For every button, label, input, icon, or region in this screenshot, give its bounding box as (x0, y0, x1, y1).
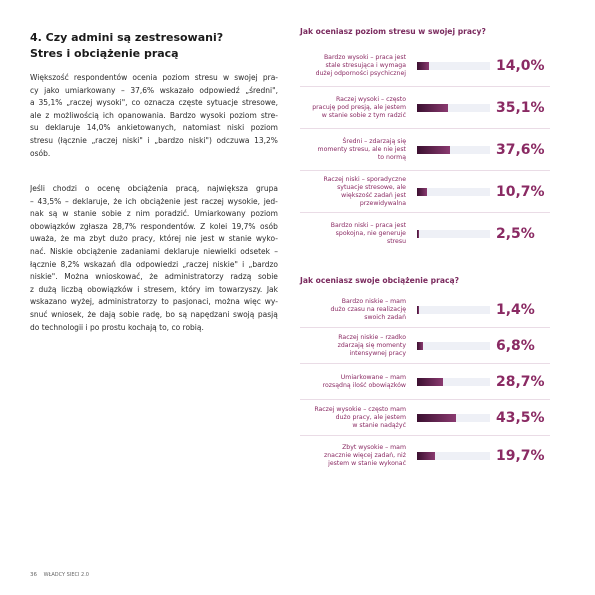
bar-track (417, 414, 490, 422)
bar-track (417, 104, 490, 112)
category-label-line: przewidywalna (359, 199, 406, 207)
category-label-line: sytuacje stresowe, ale (337, 183, 406, 191)
text-line: z dużą liczbą obowiązków i stresem, który im towarzyszy. Jak (30, 284, 278, 294)
paragraph-workload (30, 183, 278, 334)
chart-row (300, 364, 550, 400)
chart-row (300, 436, 550, 476)
text-line: nak są w stanie sobie z nim poradzić. Umiarkowany poziom (30, 209, 278, 219)
text-line: obowiązków zgłasza 28,7% respondentów. Z kolei 19,7% osób (30, 221, 278, 231)
bar (417, 452, 435, 460)
category-label-line: momenty stresu, ale nie jest (317, 145, 406, 153)
chart-row (300, 328, 550, 364)
chart-row (300, 292, 550, 328)
text-line: a 35,1% „raczej wysoki", co oznacza częste sytuacje stresowe, (30, 98, 278, 108)
value-label: 2,5% (496, 226, 535, 242)
bar-track (417, 306, 490, 314)
category-label-line: Raczej wysoki – często (335, 95, 406, 103)
chart-row (300, 87, 550, 129)
text-line: ale z możliwością ich opanowania. Bardzo wysoki poziom stre- (30, 110, 278, 120)
bar (417, 230, 419, 238)
text-line: niskie". Można wnioskować, że administratorzy radzą sobie (30, 272, 278, 282)
text-line: wskazano wyżej, administratorzy to pasjonaci, można więc wy- (30, 297, 278, 307)
bar (417, 342, 423, 350)
category-label-line: Umiarkowane – mam (340, 373, 406, 381)
category-label-line: Raczej niski – sporadyczne (323, 175, 406, 183)
text-line: do technologii i po prostu kochają to, co robią. (30, 322, 204, 332)
text-line: łącznie 8,2% wskazań dla odpowiedzi „raczej niskie" i „bardzo (30, 259, 278, 269)
bar-track (417, 146, 490, 154)
category-label-line: Raczej wysokie – często mam (314, 405, 406, 413)
text-line: – 43,5% – deklaruje, że ich obciążenie jest raczej wysokie, jed- (30, 196, 278, 206)
chart-workload (300, 292, 550, 476)
category-label-line: spokojna, nie generuje (335, 230, 406, 237)
section-heading (30, 30, 280, 61)
value-label: 35,1% (496, 99, 545, 116)
chart-title-stress: Jak oceniasz poziom stresu w swojej pracy? (300, 27, 486, 36)
bar (417, 62, 429, 70)
category-label-line: intensywnej pracy (349, 349, 406, 357)
category-label (296, 96, 406, 120)
page-number: 36 (30, 572, 37, 578)
category-label (296, 176, 406, 208)
value-label: 10,7% (496, 183, 545, 200)
paragraph-stress (30, 72, 278, 160)
category-label-line: stale stresująca i wymaga (325, 61, 406, 69)
bar (417, 378, 443, 386)
category-label (296, 298, 406, 322)
chart-row (300, 400, 550, 436)
bar-track (417, 452, 490, 460)
text-line: uważa, że ma zbyt dużo pracy, której nie jest w stanie wyko- (30, 234, 278, 244)
bar (417, 146, 450, 154)
category-label (296, 138, 406, 162)
text-line: Jeśli chodzi o ocenę obciążenia pracą, największa grupa (30, 184, 278, 193)
text-line: su deklaruje 14,0% ankietowanych, natomiast niski poziom (30, 123, 278, 133)
value-label: 1,4% (496, 301, 535, 318)
category-label-line: Zbyt wysokie – mam (342, 444, 406, 451)
category-label (296, 54, 406, 78)
text-line: Większość respondentów ocenia poziom stresu w swojej pra- (30, 73, 278, 82)
category-label-line: rozsądną ilość obowiązków (322, 381, 406, 389)
bar-track (417, 188, 490, 196)
page-footer (30, 572, 89, 578)
category-label (296, 374, 406, 390)
heading-line-1: 4. Czy admini są zestresowani? (30, 31, 224, 44)
bar-track (417, 378, 490, 386)
category-label-line: w stanie sobie z tym radzić (321, 111, 406, 119)
bar (417, 104, 448, 112)
category-label-line: jestem w stanie wykonać (328, 460, 406, 467)
category-label-line: dużo pracy, ale jestem (335, 413, 406, 421)
chart-row (300, 45, 550, 87)
heading-line-2: Stres i obciążenie pracą (30, 46, 179, 60)
category-label-line: Średni – zdarzają się (342, 137, 406, 145)
category-label-line: większość zadań jest (341, 191, 406, 199)
value-label: 6,8% (496, 337, 535, 354)
value-label: 28,7% (496, 373, 545, 390)
bar (417, 188, 427, 196)
text-line: snuć wniosek, że dają sobie radę, bo są napędzani swoją pasją (30, 309, 278, 319)
value-label: 37,6% (496, 141, 545, 158)
category-label-line: Bardzo niski – praca jest (330, 222, 406, 229)
value-label: 14,0% (496, 57, 545, 74)
category-label-line: znacznie więcej zadań, niż (323, 452, 406, 459)
category-label-line: Bardzo niskie – mam (341, 297, 406, 305)
bar (417, 306, 419, 314)
category-label-line: Raczej niskie – rzadko (338, 333, 406, 341)
value-label: 43,5% (496, 409, 545, 426)
bar-track (417, 230, 490, 238)
category-label-line: zdarzają się momenty (337, 341, 406, 349)
category-label-line: dużej odporności psychicznej (315, 69, 406, 77)
category-label-line: pracuję pod presją, ale jestem (312, 103, 406, 111)
chart-row (300, 213, 550, 255)
category-label-line: to normą (377, 153, 406, 161)
category-label-line: dużo czasu na realizację (330, 305, 406, 313)
chart-stress (300, 45, 550, 255)
text-line: nać. Niskie obciążenie zadaniami deklaruje niewielki odsetek – (30, 246, 278, 256)
chart-row (300, 171, 550, 213)
text-line: osób. (30, 148, 51, 158)
category-label (296, 222, 406, 246)
category-label (296, 406, 406, 430)
text-line: stresu (łącznie „raczej niski" i „bardzo niski") odczuwa 13,2% (30, 135, 278, 145)
category-label (296, 334, 406, 358)
chart-title-workload: Jak oceniasz swoje obciążenie pracą? (300, 276, 459, 285)
text-line: cy jako umiarkowany – 37,6% wskazało odpowiedź „średni", (30, 85, 278, 95)
category-label (296, 444, 406, 468)
category-label-line: stresu (386, 238, 406, 245)
category-label-line: swoich zadań (364, 313, 406, 321)
category-label-line: w stanie nadążyć (352, 421, 406, 429)
bar-track (417, 342, 490, 350)
value-label: 19,7% (496, 448, 545, 464)
bar (417, 414, 456, 422)
publication-name: WŁADCY SIECI 2.0 (43, 572, 89, 578)
bar-track (417, 62, 490, 70)
chart-row (300, 129, 550, 171)
category-label-line: Bardzo wysoki – praca jest (323, 53, 406, 61)
